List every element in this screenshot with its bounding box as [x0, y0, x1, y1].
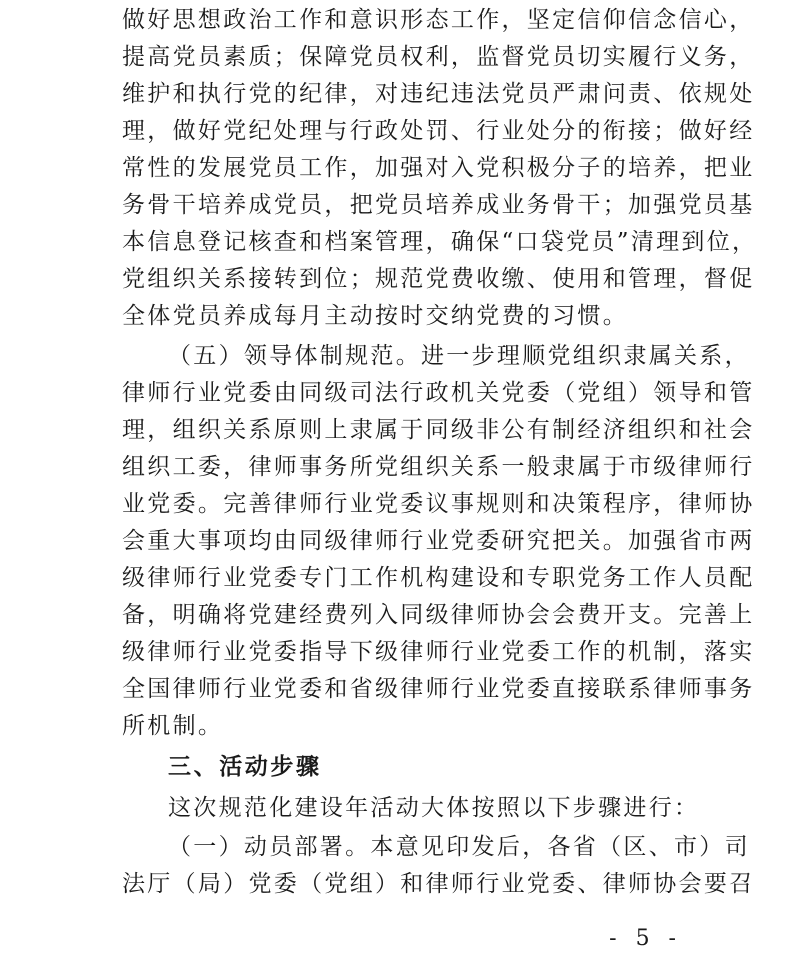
body-line: 理，组织关系原则上隶属于同级非公有制经济组织和社会 — [122, 417, 755, 443]
body-line: 常性的发展党员工作，加强对入党积极分子的培养，把业 — [122, 155, 755, 181]
paragraph-first-line: （五）领导体制规范。进一步理顺党组织隶属关系， — [168, 343, 750, 369]
body-line: 律师行业党委由同级司法行政机关党委（党组）领导和管 — [122, 380, 755, 406]
body-line: 维护和执行党的纪律，对违纪违法党员严肃问责、依规处 — [122, 81, 755, 107]
paragraph-first-line: （一）动员部署。本意见印发后，各省（区、市）司 — [168, 834, 750, 860]
body-line: 业党委。完善律师行业党委议事规则和决策程序，律师协 — [122, 491, 755, 517]
body-line: 这次规范化建设年活动大体按照以下步骤进行： — [168, 795, 700, 821]
body-line: 级律师行业党委专门工作机构建设和专职党务工作人员配 — [122, 565, 755, 591]
body-line: 务骨干培养成党员，把党员培养成业务骨干；加强党员基 — [122, 192, 755, 218]
paragraph-last-line: 所机制。 — [122, 713, 224, 739]
body-line: 党组织关系接转到位；规范党费收缴、使用和管理，督促 — [122, 266, 755, 292]
body-line: 全国律师行业党委和省级律师行业党委直接联系律师事务 — [122, 676, 755, 702]
body-line: 法厅（局）党委（党组）和律师行业党委、律师协会要召 — [122, 871, 755, 897]
body-line: 做好思想政治工作和意识形态工作，坚定信仰信念信心， — [122, 7, 755, 33]
page-number: - 5 - — [609, 926, 682, 951]
body-line: 备，明确将党建经费列入同级律师协会会费开支。完善上 — [122, 602, 755, 628]
paragraph-last-line: 全体党员养成每月主动按时交纳党费的习惯。 — [122, 303, 628, 329]
body-line: 本信息登记核查和档案管理，确保“口袋党员”清理到位， — [122, 229, 758, 255]
body-line: 提高党员素质；保障党员权利，监督党员切实履行义务， — [122, 44, 755, 70]
section-heading: 三、活动步骤 — [168, 754, 322, 780]
body-line: 会重大事项均由同级律师行业党委研究把关。加强省市两 — [122, 528, 755, 554]
body-line: 理，做好党纪处理与行政处罚、行业处分的衔接；做好经 — [122, 118, 755, 144]
body-line: 组织工委，律师事务所党组织关系一般隶属于市级律师行 — [122, 454, 755, 480]
body-line: 级律师行业党委指导下级律师行业党委工作的机制，落实 — [122, 639, 755, 665]
